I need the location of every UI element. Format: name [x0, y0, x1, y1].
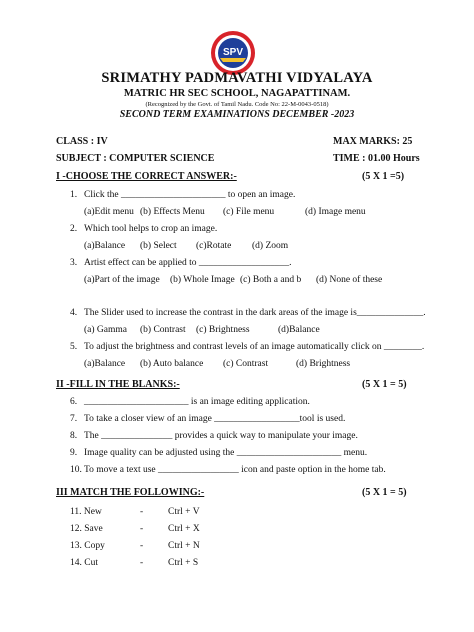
- option: (c) Both a and b: [240, 275, 302, 285]
- option: (a)Edit menu: [84, 207, 134, 217]
- question-text: To take a closer view of an image __________________tool is used.: [84, 414, 346, 424]
- option: (b) Whole Image: [170, 275, 235, 285]
- option: (d) Brightness: [296, 359, 351, 369]
- section-1-marks: (5 X 1 =5): [362, 171, 405, 182]
- match-dash: -: [140, 541, 144, 551]
- question-number: 10.: [70, 465, 82, 475]
- question-number: 5.: [70, 342, 78, 352]
- time-label: TIME : 01.00 Hours: [333, 153, 420, 164]
- question-text: Which tool helps to crop an image.: [84, 224, 218, 234]
- option: (b) Auto balance: [140, 359, 204, 369]
- question-number: 4.: [70, 308, 78, 318]
- question-text: Image quality can be adjusted using the ______________________ menu.: [84, 448, 368, 458]
- question-text: ______________________ is an image editing application.: [84, 397, 310, 407]
- question-text: Click the ______________________ to open an image.: [84, 190, 296, 200]
- school-name: SRIMATHY PADMAVATHI VIDYALAYA: [101, 70, 373, 86]
- question-number: 2.: [70, 224, 78, 234]
- match-dash: -: [140, 558, 144, 568]
- question-text: Artist effect can be applied to ___________________.: [84, 258, 292, 268]
- match-right: Ctrl + X: [168, 524, 200, 534]
- option: (a)Balance: [84, 359, 126, 369]
- match-left: 13. Copy: [70, 541, 105, 551]
- question-text: The Slider used to increase the contrast in the dark areas of the image is______________.: [84, 308, 426, 318]
- max-marks: MAX MARKS: 25: [333, 136, 413, 147]
- match-left: 11. New: [70, 507, 102, 517]
- question-number: 3.: [70, 258, 78, 268]
- section-3-title: III MATCH THE FOLLOWING:-: [56, 487, 205, 498]
- match-dash: -: [140, 507, 144, 517]
- match-right: Ctrl + S: [168, 558, 199, 568]
- match-left: 12. Save: [70, 524, 103, 534]
- school-subtitle: MATRIC HR SEC SCHOOL, NAGAPATTINAM.: [123, 88, 351, 99]
- option: (d)Balance: [278, 325, 320, 335]
- question-text: To adjust the brightness and contrast levels of an image automatically click on ________.: [84, 342, 425, 352]
- option: (c) Brightness: [196, 325, 250, 335]
- section-2-marks: (5 X 1 = 5): [362, 379, 407, 390]
- subject-label: SUBJECT : COMPUTER SCIENCE: [56, 153, 215, 164]
- question-number: 8.: [70, 431, 78, 441]
- option: (c)Rotate: [196, 241, 232, 251]
- section-1-title: I -CHOOSE THE CORRECT ANSWER:-: [56, 171, 237, 182]
- question-number: 1.: [70, 190, 78, 200]
- class-label: CLASS : IV: [56, 136, 108, 147]
- match-dash: -: [140, 524, 144, 534]
- option: (d) Image menu: [305, 207, 366, 217]
- option: (b) Select: [140, 241, 177, 251]
- logo-text: SPV: [222, 47, 244, 58]
- section-2-title: II -FILL IN THE BLANKS:-: [56, 379, 180, 390]
- section-3-marks: (5 X 1 = 5): [362, 487, 407, 498]
- option: (b) Contrast: [140, 325, 186, 335]
- option: (a)Part of the image: [84, 275, 160, 285]
- question-number: 9.: [70, 448, 78, 458]
- question-number: 7.: [70, 414, 78, 424]
- question-text: To move a text use _________________ icon and paste option in the home tab.: [84, 465, 386, 475]
- option: (b) Effects Menu: [140, 207, 205, 217]
- option: (d) Zoom: [252, 241, 289, 251]
- option: (a) Gamma: [84, 325, 127, 335]
- option: (c) File menu: [223, 207, 275, 217]
- question-text: The _______________ provides a quick way to manipulate your image.: [84, 431, 358, 441]
- question-number: 6.: [70, 397, 78, 407]
- exam-title: SECOND TERM EXAMINATIONS DECEMBER -2023: [119, 109, 355, 120]
- option: (c) Contrast: [223, 359, 269, 369]
- match-left: 14. Cut: [70, 558, 98, 568]
- match-right: Ctrl + V: [168, 507, 200, 517]
- match-right: Ctrl + N: [168, 541, 200, 551]
- option: (d) None of these: [316, 275, 383, 285]
- option: (a)Balance: [84, 241, 126, 251]
- recognition-note: (Recognized by the Govt. of Tamil Nadu. Code No: 22-M-0043-0518): [145, 101, 329, 108]
